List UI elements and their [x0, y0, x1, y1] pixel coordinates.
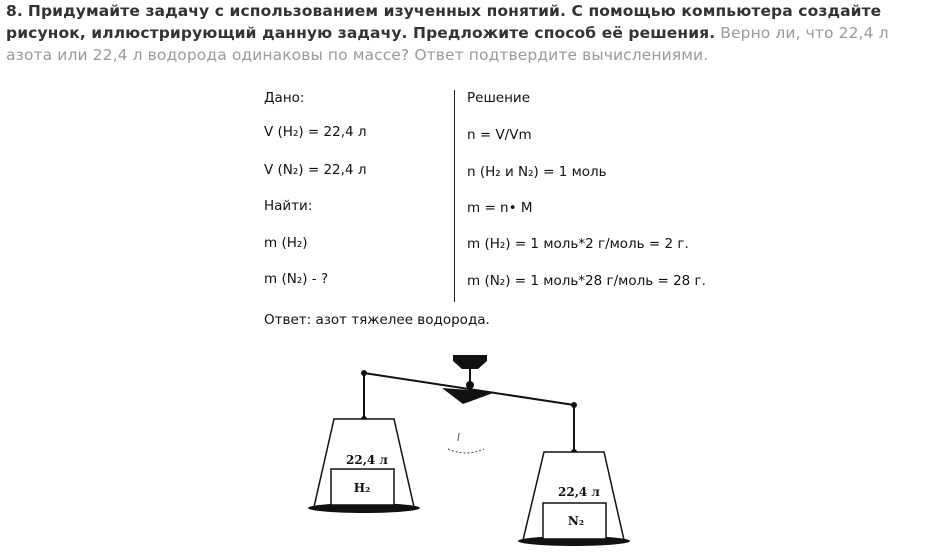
solution-header: Решение [467, 90, 531, 106]
swing-arc [448, 449, 484, 453]
mass-h2-calc: m (H₂) = 1 моль*2 г/моль = 2 г. [467, 236, 689, 252]
swing-mark [458, 433, 459, 441]
scale-mount [453, 355, 487, 369]
find-mass-n2: m (N₂) - ? [264, 271, 329, 287]
task-statement: Придумайте задачу с использованием изученных понятий. С помощью компьютера создайте рисунок, иллюстрирующий данную задачу. Предложите способ её решения. [6, 2, 882, 42]
left-gas-label: H₂ [353, 481, 371, 495]
right-volume-label: 22,4 л [558, 485, 600, 499]
given-volume-h2: V (H₂) = 22,4 л [264, 124, 367, 140]
task-number: 8. [6, 2, 23, 20]
find-mass-h2: m (H₂) [264, 235, 308, 251]
mass-n2-calc: m (N₂) = 1 моль*28 г/моль = 28 г. [467, 273, 706, 289]
find-header: Найти: [264, 198, 313, 214]
formula-amount: n = V/Vm [467, 127, 532, 143]
answer-text: Ответ: азот тяжелее водорода. [264, 312, 490, 328]
left-volume-label: 22,4 л [346, 453, 388, 467]
task-example-question: Верно ли, что 22,4 л азота или 22,4 л водорода одинаковы по массе? Ответ подтвердите вычислениями. [6, 24, 889, 64]
formula-mass: m = n• M [467, 200, 533, 216]
amount-value: n (H₂ и N₂) = 1 моль [467, 164, 607, 180]
given-header: Дано: [264, 90, 305, 106]
given-volume-n2: V (N₂) = 22,4 л [264, 162, 367, 178]
right-gas-label: N₂ [567, 514, 585, 528]
scale-fulcrum [442, 388, 496, 404]
